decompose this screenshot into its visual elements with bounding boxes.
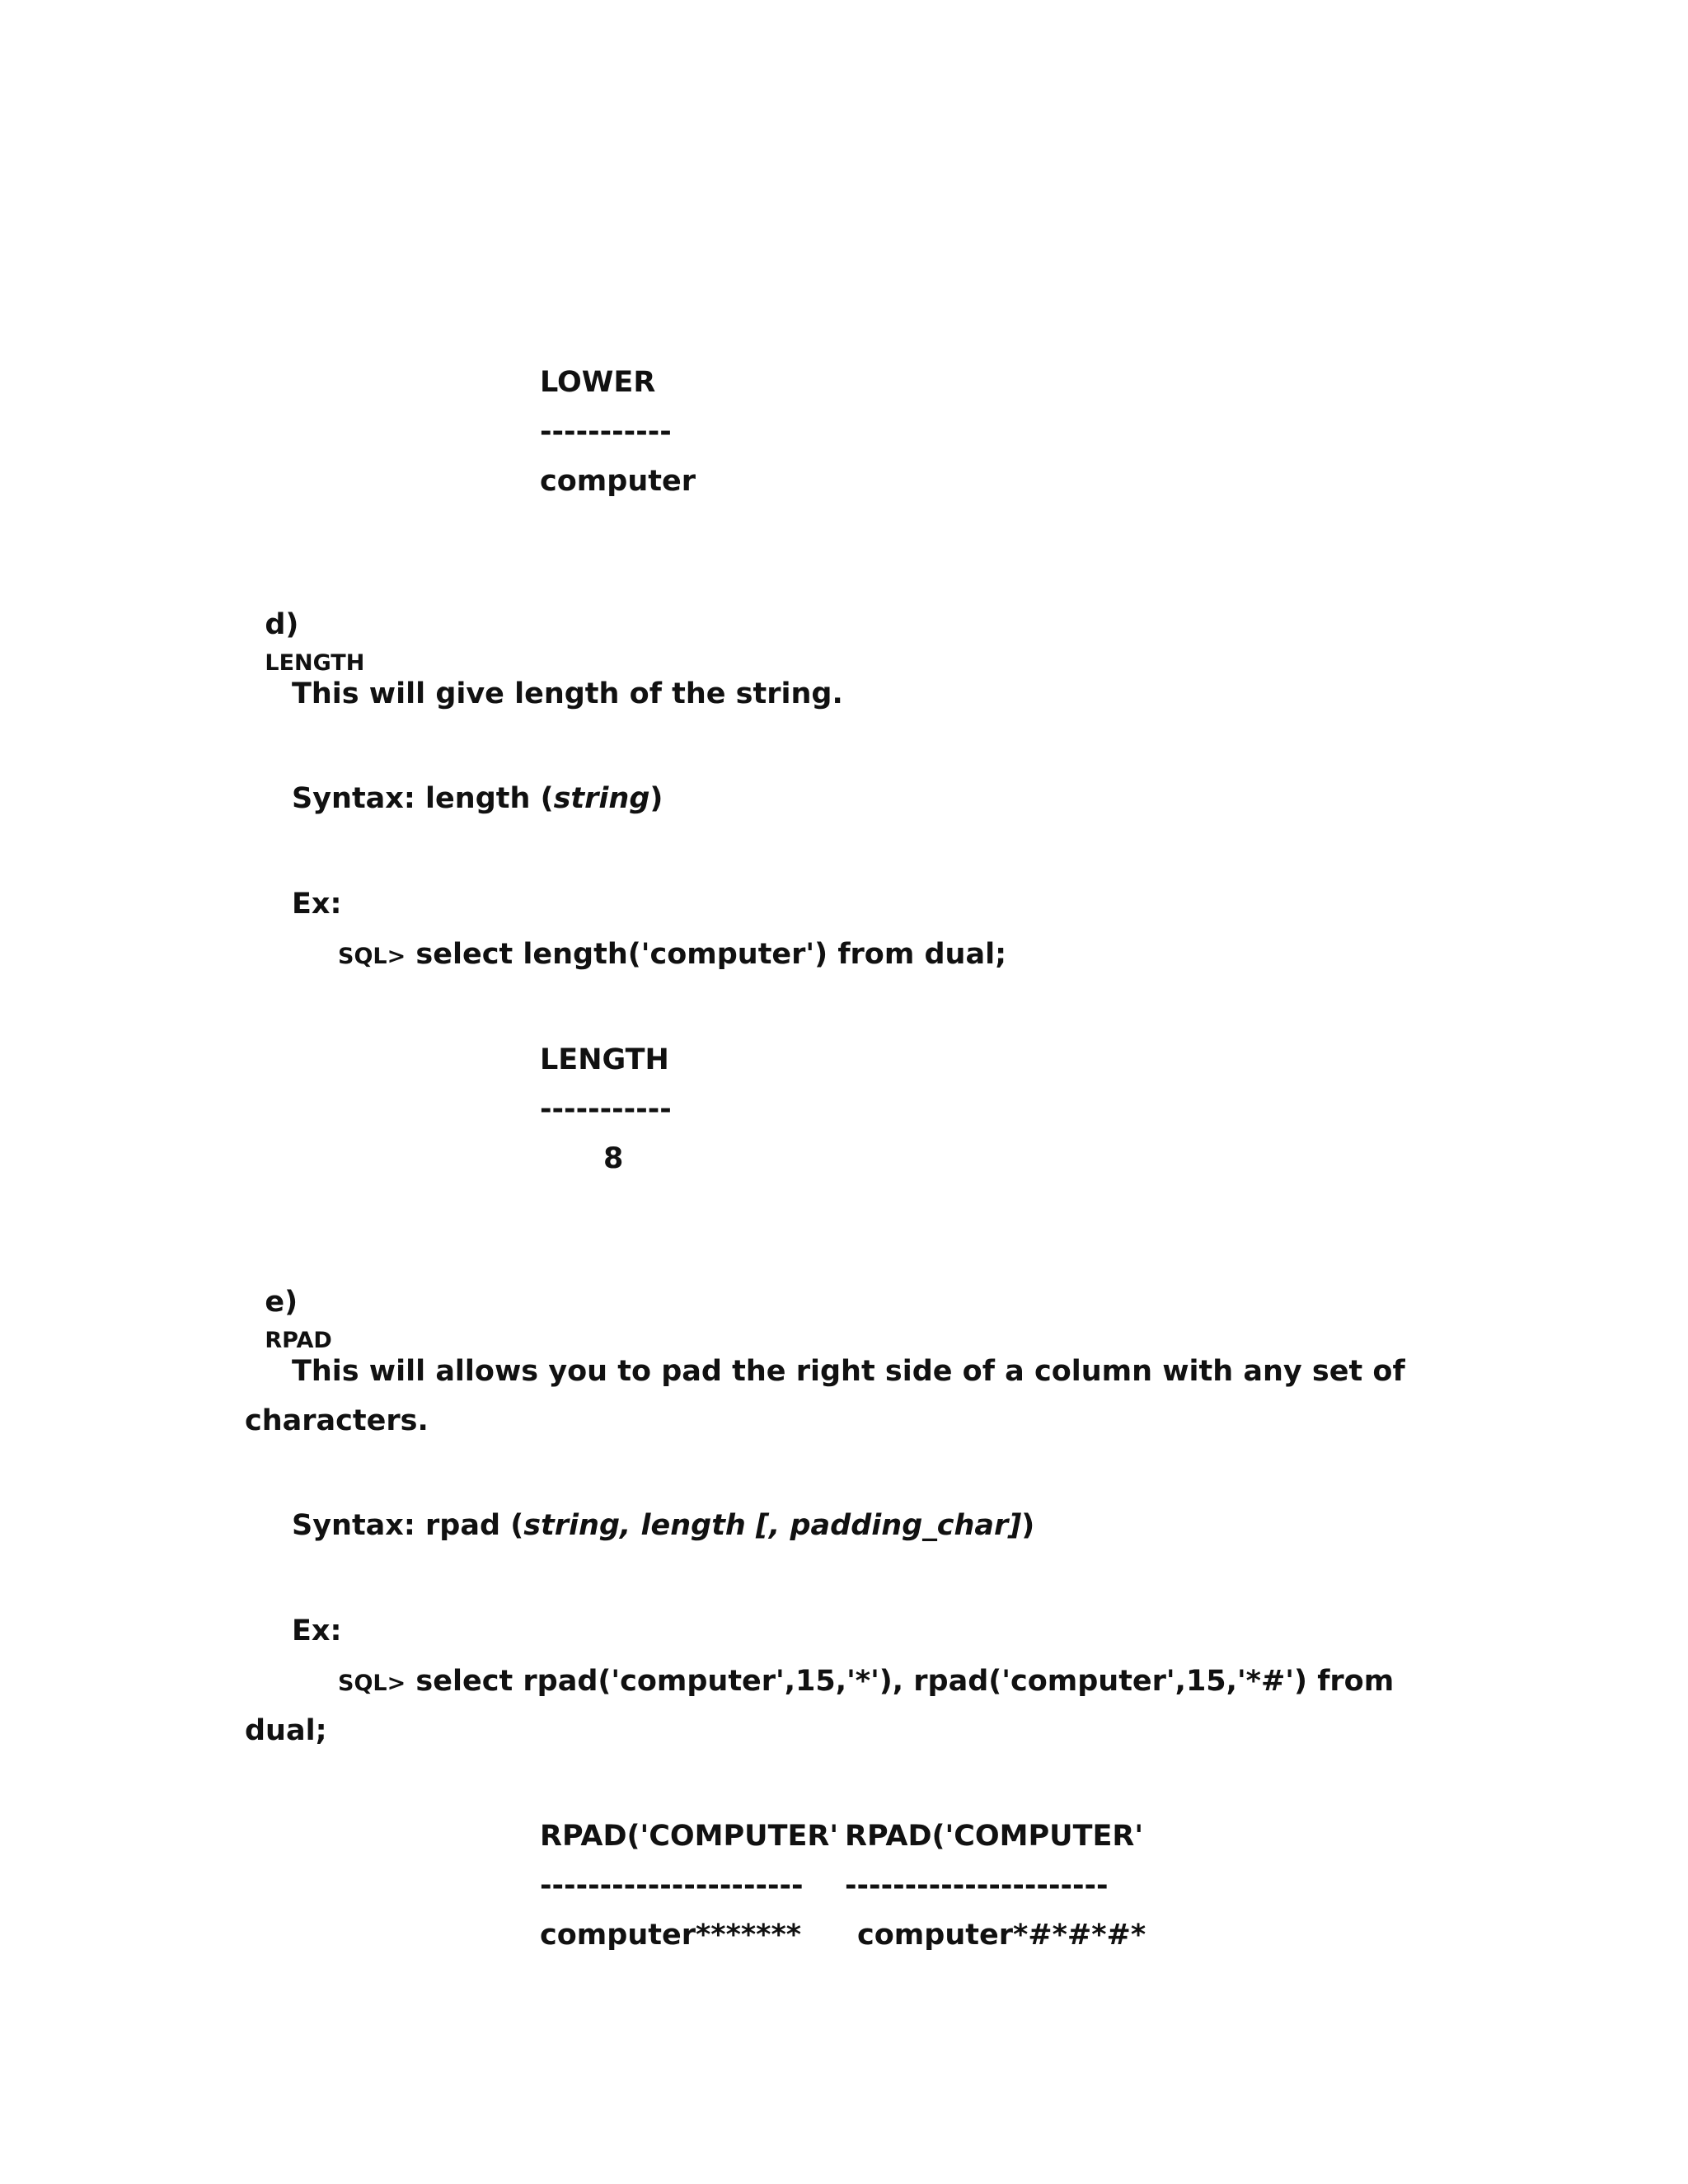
section-d-syntax-suffix: ): [649, 782, 663, 815]
length-result-value: 8: [603, 1142, 624, 1175]
length-result-header: LENGTH: [540, 1043, 669, 1076]
lower-result-header: LOWER: [540, 366, 656, 399]
rpad-result-value-col2: computer*#*#*#*: [857, 1919, 1146, 1952]
section-e-syntax: [292, 1507, 1034, 1544]
section-d-syntax-prefix: Syntax: length (: [292, 782, 554, 815]
section-e-sql-statement-line1: select rpad('computer',15,'*'), rpad('computer',15,'*#') from: [415, 1665, 1395, 1698]
sql-prompt: SQL>: [338, 944, 406, 969]
rpad-result-header-col1: RPAD('COMPUTER': [540, 1820, 839, 1853]
section-d-example-label: Ex:: [292, 888, 342, 921]
section-e-description-line1: This will allows you to pad the right side of a column with any set of: [292, 1355, 1405, 1388]
section-d-syntax-arg: string: [553, 782, 650, 815]
section-e-sql-line2: dual;: [245, 1714, 327, 1747]
section-d-syntax: [292, 780, 663, 817]
section-e-syntax-suffix: ): [1021, 1509, 1035, 1542]
sql-prompt: SQL>: [338, 1671, 406, 1696]
section-e-syntax-args: string, length [, padding_char]: [523, 1509, 1022, 1542]
section-e-sql-line1: [338, 1663, 1394, 1702]
lower-result-separator: -----------: [540, 415, 672, 448]
section-e-syntax-prefix: Syntax: rpad (: [292, 1509, 524, 1542]
section-d-title: LENGTH: [265, 650, 365, 676]
rpad-result-separator-col1: ----------------------: [540, 1869, 804, 1902]
section-d-marker: d): [265, 608, 299, 641]
rpad-result-value-col1: computer*******: [540, 1919, 802, 1952]
section-d-description: This will give length of the string.: [292, 677, 843, 710]
rpad-result-separator-col2: ----------------------: [845, 1869, 1109, 1902]
rpad-result-header-col2: RPAD('COMPUTER': [845, 1820, 1144, 1853]
section-e-marker: e): [265, 1286, 298, 1319]
section-e-title: RPAD: [265, 1328, 332, 1353]
length-result-separator: -----------: [540, 1093, 672, 1126]
lower-result-value: computer: [540, 465, 696, 498]
section-e-description-line2: characters.: [245, 1404, 429, 1437]
section-d-sql-statement: select length('computer') from dual;: [415, 938, 1007, 971]
section-d-sql-line: [338, 936, 1006, 975]
section-e-heading: [245, 1248, 332, 1359]
section-d-heading: [245, 570, 364, 682]
section-e-example-label: Ex:: [292, 1615, 342, 1647]
